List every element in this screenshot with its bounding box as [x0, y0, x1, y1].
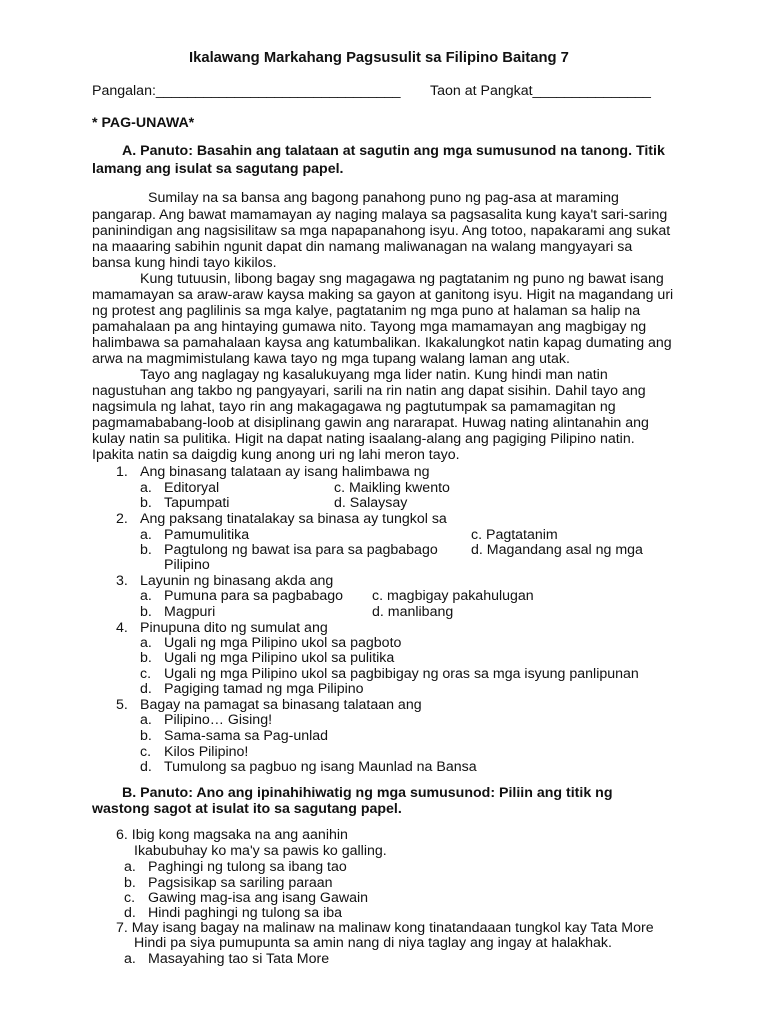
question-number: 3. [116, 573, 128, 589]
option-text: Pamumulitika [164, 527, 250, 543]
question-text: 6. Ibig kong magsaka na ang aanihin [116, 827, 348, 843]
part-b-instruction-line-1: B. Panuto: Ano ang ipinahihiwatig ng mga sumusunod: Piliin ang titik ng [122, 785, 613, 801]
option-text: c. Pagtatanim [471, 527, 558, 543]
passage-line: ng protest ang paglilinis sa mga kalye, pagtatanim ng mga puno at halaman sa halip na [92, 303, 641, 319]
passage-line: na maaaring sabihin ngunit dapat din namang maliwanagan na walang mangyayari sa [92, 239, 633, 255]
passage-line: halimbawa sa pamahalaan kaysa ang katumbalikan. Ikakalungkot natin kapag dumating ang [92, 335, 672, 351]
question-text: Layunin ng binasang akda ang [140, 573, 334, 589]
question-text: Bagay na pamagat sa binasang talataan ang [140, 697, 422, 713]
option-letter: b. [140, 728, 152, 744]
option-text: Editoryal [164, 480, 220, 496]
option-letter: b. [140, 604, 152, 620]
option-text: d. Salaysay [334, 495, 408, 511]
option-letter: d. [140, 681, 152, 697]
passage-line: Kung tutuusin, libong bagay sng magagawa ng pagtatanim ng puno ng bawat isang [140, 271, 664, 287]
option-letter: a. [124, 859, 136, 875]
option-text: Ugali ng mga Pilipino ukol sa pagboto [164, 635, 402, 651]
document-title: Ikalawang Markahang Pagsusulit sa Filipino Baitang 7 [189, 50, 569, 66]
option-text: Paghingi ng tulong sa ibang tao [148, 859, 347, 875]
passage-line: bansa kung hindi tayo kikilos. [92, 255, 277, 271]
passage-line: nagustuhan ang takbo ng pangyayari, sarili na rin natin ang dapat sisihin. Dahil tayo ang [92, 383, 646, 399]
section-field-label: Taon at Pangkat_______________ [430, 83, 651, 99]
option-letter: c. [124, 890, 136, 906]
question-text: 7. May isang bagay na malinaw na malinaw kong tinatandaaan tungkol kay Tata More [116, 920, 654, 936]
option-letter: d. [140, 759, 152, 775]
option-text: Kilos Pilipino! [164, 744, 249, 760]
option-text: Masayahing tao si Tata More [148, 951, 330, 967]
question-quote: Ikabubuhay ko ma'y sa pawis ko galling. [134, 843, 387, 859]
question-text-continued: Hindi pa siya pumupunta sa amin nang di niya taglay ang ingay at halakhak. [134, 935, 612, 951]
question-number: 4. [116, 620, 128, 636]
part-a-instruction-line-2: lamang ang isulat sa sagutang papel. [92, 161, 344, 177]
passage-line: pamahalaan pa ang hintaying gumawa nito. Tayong mga mamamayan ang magbigay ng [92, 319, 647, 335]
option-letter: d. [124, 905, 136, 921]
option-text: Magpuri [164, 604, 216, 620]
question-number: 2. [116, 511, 128, 527]
part-b-instruction-line-2: wastong sagot at isulat ito sa sagutang papel. [92, 801, 402, 817]
option-letter: a. [124, 951, 136, 967]
passage-line: Ipakita natin sa daigdig kung anong uri ng lahi meron tayo. [92, 447, 460, 463]
option-text: Ugali ng mga Pilipino ukol sa pulitika [164, 650, 395, 666]
option-letter: a. [140, 588, 152, 604]
question-text: Pinupuna dito ng sumulat ang [140, 620, 328, 636]
name-field-label: Pangalan:_______________________________ [92, 83, 401, 99]
passage-line: arwa na magmimistulang kawa tayo ng mga tupang walang laman ang utak. [92, 351, 570, 367]
option-text: Pagsisikap sa sariling paraan [148, 875, 333, 891]
option-text: Sama-sama sa Pag-unlad [164, 728, 329, 744]
option-text: d. Magandang asal ng mga [471, 542, 643, 558]
option-text: c. Maikling kwento [334, 480, 450, 496]
passage-line: Sumilay na sa bansa ang bagong panahong puno ng pag-asa at maraming [148, 190, 619, 206]
option-letter: c. [140, 744, 152, 760]
option-letter: a. [140, 635, 152, 651]
option-letter: a. [140, 527, 152, 543]
passage-line: paninindigan ang nagsisilitaw sa mga napapanahong isyu. Ang totoo, napakarami ang sukat [92, 223, 671, 239]
question-text: Ang paksang tinatalakay sa binasa ay tungkol sa [140, 511, 447, 527]
passage-line: mamamayan sa araw-araw kaysa making sa gayon at ganitong isyu. Higit na magandang uri [92, 287, 674, 303]
option-letter: b. [124, 875, 136, 891]
option-text: Hindi paghingi ng tulong sa iba [148, 905, 343, 921]
option-text: Pilipino… Gising! [164, 712, 273, 728]
passage-line: nagsimula ng lahat, tayo rin ang makagagawa ng pagtutumpak sa pamamagitan ng [92, 399, 616, 415]
option-text: Pagtulong ng bawat isa para sa pagbabago [164, 542, 438, 558]
option-text: Pagiging tamad ng mga Pilipino [164, 681, 364, 697]
option-text: Pilipino [164, 557, 210, 573]
option-text: Pumuna para sa pagbabago [164, 588, 344, 604]
option-letter: c. [140, 666, 152, 682]
question-number: 5. [116, 697, 128, 713]
passage-line: pagmamababang-loob at disiplinang gawin ang nararapat. Huwag nating alintanahin ang [92, 415, 649, 431]
option-letter: b. [140, 650, 152, 666]
passage-line: pangarap. Ang bawat mamamayan ay naging malaya sa pagsasalita kung kaya't sari-saring [92, 207, 668, 223]
option-text: Tapumpati [164, 495, 230, 511]
part-a-instruction-line-1: A. Panuto: Basahin ang talataan at sagutin ang mga sumusunod na tanong. Titik [122, 143, 665, 159]
option-text: Gawing mag-isa ang isang Gawain [148, 890, 369, 906]
question-number: 1. [116, 464, 128, 480]
option-text: c. magbigay pakahulugan [372, 588, 534, 604]
section-heading: * PAG-UNAWA* [92, 115, 195, 131]
option-letter: a. [140, 480, 152, 496]
option-text: Tumulong sa pagbuo ng isang Maunlad na Bansa [164, 759, 477, 775]
passage-line: kulay natin sa pulitika. Higit na dapat nating isaalang-alang ang pagiging Pilipino natin. [92, 431, 635, 447]
option-letter: b. [140, 495, 152, 511]
option-text: Ugali ng mga Pilipino ukol sa pagbibigay ng oras sa mga isyung panlipunan [164, 666, 639, 682]
passage-line: Tayo ang naglagay ng kasalukuyang mga lider natin. Kung hindi man natin [140, 367, 608, 383]
option-letter: a. [140, 712, 152, 728]
option-letter: b. [140, 542, 152, 558]
question-text: Ang binasang talataan ay isang halimbawa ng [140, 464, 430, 480]
option-text: d. manlibang [372, 604, 454, 620]
